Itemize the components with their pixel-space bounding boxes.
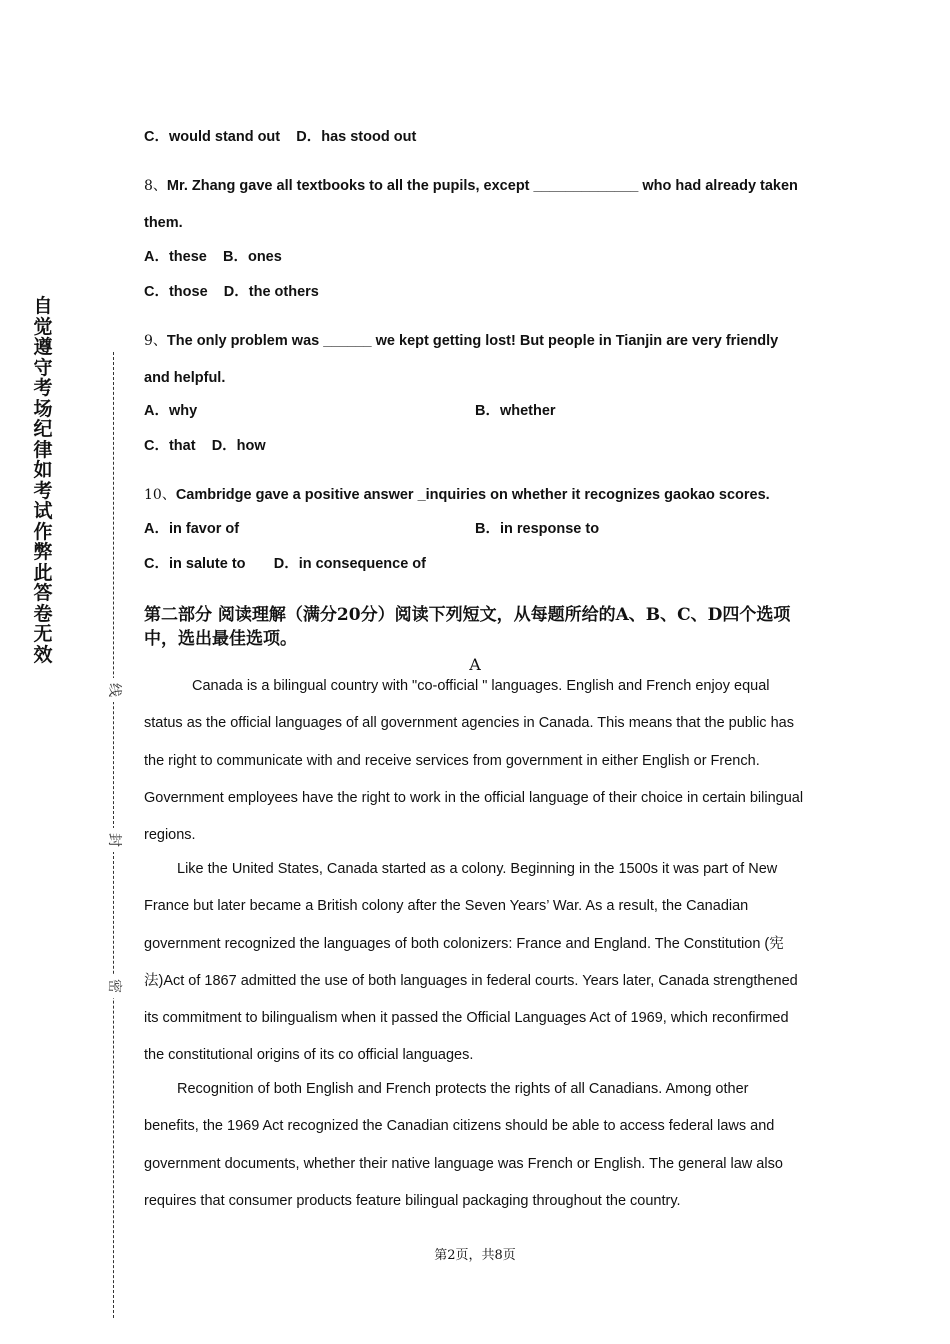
q10-stem-text: Cambridge gave a positive answer _inquiries on whether it recognizes gaokao scores. — [175, 487, 770, 503]
q9-stem-line2: and helpful. — [144, 370, 226, 386]
exam-discipline-notice: 自觉遵守考场纪律如考试作弊此答卷无效 — [33, 295, 53, 666]
binding-char-feng: 封 — [104, 828, 124, 852]
q8-stem-text: Mr. Zhang gave all textbooks to all the pupils, except _____________ who had already taken — [166, 178, 798, 194]
q7-option-c: C．would stand out — [144, 129, 281, 145]
page-number: 第2页，共8页 — [434, 1248, 516, 1263]
q9-option-d: D．how — [211, 438, 266, 454]
q9-option-b: B．whether — [475, 403, 556, 419]
q10-option-d: D．in consequence of — [273, 556, 426, 572]
passage-paragraph-1: Canada is a bilingual country with "co-official " languages. English and French enjoy equal status as the official languages of all government agencies in Canada. This means that the public has the right to communicate with and receive services from government in either English or French. Government employees have the right to work in the official language of their choice in certain bilingual regions. — [144, 678, 804, 844]
q9-option-c: C．that — [144, 438, 196, 454]
q7-option-d: D．has stood out — [296, 129, 417, 145]
passage-label: A — [469, 655, 481, 674]
q8-options-cd — [144, 282, 319, 302]
q10-option-c: C．in salute to — [144, 556, 246, 572]
q9-number: 9、 — [144, 333, 167, 349]
q9-stem-line1 — [144, 331, 778, 351]
passage-paragraph-2: Like the United States, Canada started as a colony. Beginning in the 1500s it was part of New France but later became a British colony after the Seven Years’ War. As a result, the Canadian government recognized the languages of both colonizers: France and England. The Constitution (宪法)Act of 1867 admitted the use of both languages in federal courts. Years later, Canada strengthened its commitment to bilingualism when it passed the Official Languages Act of 1969, which reconfirmed the constitutional origins of its co official languages. — [144, 861, 798, 1064]
q10-stem — [144, 485, 770, 505]
section2-title: 第二部分 阅读理解（满分20分）阅读下列短文，从每题所给的A、B、C、D四个选项中，选出最佳选项。 — [144, 605, 791, 649]
q8-option-b: B．ones — [222, 249, 282, 265]
q8-stem-line2: them. — [144, 215, 183, 231]
q8-options-ab — [144, 247, 282, 267]
q8-option-d: D．the others — [223, 284, 319, 300]
q8-option-a: A．these — [144, 249, 207, 265]
q9-options-cd — [144, 436, 266, 456]
q10-option-a: A．in favor of — [144, 521, 240, 537]
q9-stem-text: The only problem was ______ we kept getting lost! But people in Tianjin are very friendly — [166, 333, 779, 349]
q7-options-cd — [144, 127, 416, 147]
q10-options-cd — [144, 554, 426, 574]
binding-char-mi: 密 — [104, 974, 124, 998]
q8-stem-line1 — [144, 176, 798, 196]
q10-option-b: B．in response to — [475, 521, 600, 537]
passage-paragraph-3: Recognition of both English and French protects the rights of all Canadians. Among other benefits, the 1969 Act recognized the Canadian citizens should be able to access federal laws and government documents, whether their native language was French or English. The general law also requires that consumer products feature bilingual packaging throughout the country. — [144, 1081, 783, 1209]
binding-char-xian: 线 — [104, 678, 124, 702]
q8-number: 8、 — [144, 178, 167, 194]
q9-option-a: A．why — [144, 403, 198, 419]
q8-option-c: C．those — [144, 284, 208, 300]
q10-number: 10、 — [144, 487, 176, 503]
